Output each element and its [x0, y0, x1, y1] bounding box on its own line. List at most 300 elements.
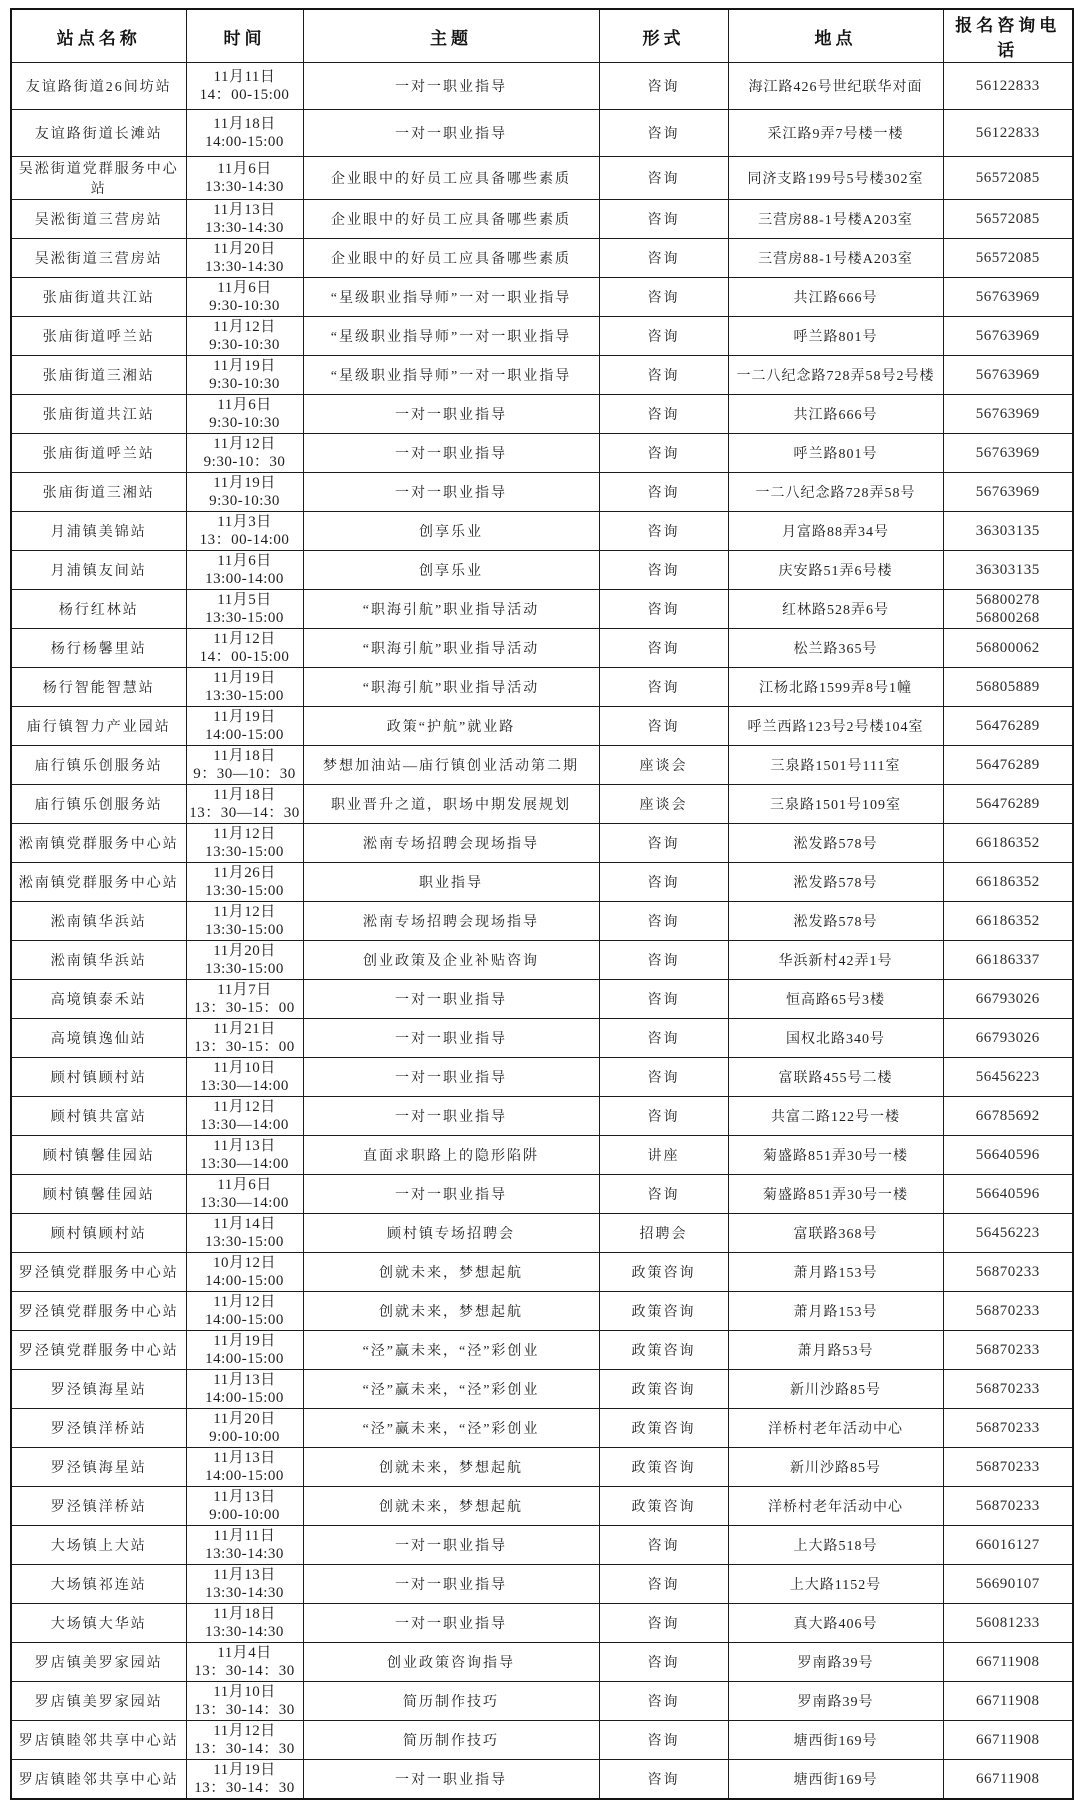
form-cell: 政策咨询: [599, 1292, 728, 1331]
table-row: [11, 1136, 1073, 1175]
topic-cell: 一对一职业指导: [303, 1058, 599, 1097]
location-cell: 淞发路578号: [728, 863, 943, 902]
phone-cell: 56870233: [943, 1370, 1073, 1409]
phone-cell: 36303135: [943, 512, 1073, 551]
topic-cell: 一对一职业指导: [303, 63, 599, 110]
topic-cell: 一对一职业指导: [303, 434, 599, 473]
table-row: [11, 512, 1073, 551]
location-cell: 萧月路153号: [728, 1253, 943, 1292]
topic-cell: 创就未来，梦想起航: [303, 1448, 599, 1487]
topic-cell: 创业政策及企业补贴咨询: [303, 941, 599, 980]
phone-cell: 56476289: [943, 746, 1073, 785]
phone-cell: 66711908: [943, 1643, 1073, 1682]
location-cell: 三泉路1501号109室: [728, 785, 943, 824]
form-cell: 咨询: [599, 1682, 728, 1721]
site-name-cell: 张庙街道呼兰站: [11, 317, 186, 356]
site-name-cell: 顾村镇馨佳园站: [11, 1175, 186, 1214]
table-row: [11, 1370, 1073, 1409]
site-name-cell: 淞南镇党群服务中心站: [11, 824, 186, 863]
location-cell: 采江路9弄7号楼一楼: [728, 110, 943, 157]
table-row: [11, 980, 1073, 1019]
location-cell: 呼兰路801号: [728, 434, 943, 473]
table-row: [11, 1019, 1073, 1058]
job-service-schedule-table: [10, 8, 1074, 1800]
table-row: [11, 1058, 1073, 1097]
table-row: [11, 1292, 1073, 1331]
phone-cell: 56456223: [943, 1058, 1073, 1097]
time-cell: 11月6日 13:30—14:00: [186, 1175, 303, 1214]
phone-cell: 56800278 56800268: [943, 590, 1073, 629]
phone-cell: 56805889: [943, 668, 1073, 707]
table-row: [11, 317, 1073, 356]
topic-cell: 创就未来，梦想起航: [303, 1253, 599, 1292]
site-name-cell: 罗泾镇洋桥站: [11, 1487, 186, 1526]
form-cell: 咨询: [599, 590, 728, 629]
phone-cell: 56640596: [943, 1175, 1073, 1214]
time-cell: 11月19日 13:30-15:00: [186, 668, 303, 707]
topic-cell: 一对一职业指导: [303, 1565, 599, 1604]
form-cell: 咨询: [599, 157, 728, 200]
time-cell: 11月18日 13：30—14：30: [186, 785, 303, 824]
form-cell: 政策咨询: [599, 1370, 728, 1409]
topic-cell: 创业政策咨询指导: [303, 1643, 599, 1682]
topic-cell: “泾”赢未来，“泾”彩创业: [303, 1409, 599, 1448]
location-cell: 淞发路578号: [728, 902, 943, 941]
time-cell: 11月19日 9:30-10:30: [186, 356, 303, 395]
phone-cell: 56763969: [943, 473, 1073, 512]
form-cell: 咨询: [599, 1526, 728, 1565]
phone-cell: 36303135: [943, 551, 1073, 590]
time-cell: 11月19日 9:30-10:30: [186, 473, 303, 512]
phone-cell: 56572085: [943, 239, 1073, 278]
time-cell: 11月5日 13:30-15:00: [186, 590, 303, 629]
location-cell: 上大路1152号: [728, 1565, 943, 1604]
location-cell: 淞发路578号: [728, 824, 943, 863]
site-name-cell: 罗店镇睦邻共享中心站: [11, 1760, 186, 1800]
topic-cell: 一对一职业指导: [303, 395, 599, 434]
table-row: [11, 824, 1073, 863]
table-row: [11, 785, 1073, 824]
location-cell: 真大路406号: [728, 1604, 943, 1643]
site-name-cell: 罗店镇美罗家园站: [11, 1643, 186, 1682]
site-name-cell: 张庙街道三湘站: [11, 356, 186, 395]
time-cell: 11月21日 13：30-15：00: [186, 1019, 303, 1058]
site-name-cell: 吴淞街道三营房站: [11, 239, 186, 278]
table-row: [11, 278, 1073, 317]
form-cell: 咨询: [599, 824, 728, 863]
header-row: [11, 9, 1073, 63]
topic-cell: 职业指导: [303, 863, 599, 902]
location-cell: 三泉路1501号111室: [728, 746, 943, 785]
topic-cell: 简历制作技巧: [303, 1721, 599, 1760]
form-cell: 咨询: [599, 1097, 728, 1136]
form-cell: 招聘会: [599, 1214, 728, 1253]
header-topic: 主题: [303, 9, 599, 63]
phone-cell: 56763969: [943, 395, 1073, 434]
site-name-cell: 月浦镇美锦站: [11, 512, 186, 551]
phone-cell: 56870233: [943, 1409, 1073, 1448]
location-cell: 三营房88-1号楼A203室: [728, 200, 943, 239]
site-name-cell: 罗泾镇党群服务中心站: [11, 1331, 186, 1370]
form-cell: 咨询: [599, 1604, 728, 1643]
location-cell: 新川沙路85号: [728, 1448, 943, 1487]
time-cell: 11月20日 13:30-15:00: [186, 941, 303, 980]
form-cell: 咨询: [599, 473, 728, 512]
time-cell: 11月7日 13：30-15：00: [186, 980, 303, 1019]
table-row: [11, 200, 1073, 239]
form-cell: 咨询: [599, 1565, 728, 1604]
site-name-cell: 罗店镇睦邻共享中心站: [11, 1721, 186, 1760]
form-cell: 咨询: [599, 863, 728, 902]
site-name-cell: 罗泾镇党群服务中心站: [11, 1253, 186, 1292]
location-cell: 国权北路340号: [728, 1019, 943, 1058]
table-row: [11, 1448, 1073, 1487]
time-cell: 11月12日 13：30-14：30: [186, 1721, 303, 1760]
topic-cell: 一对一职业指导: [303, 1526, 599, 1565]
time-cell: 11月26日 13:30-15:00: [186, 863, 303, 902]
location-cell: 萧月路53号: [728, 1331, 943, 1370]
form-cell: 咨询: [599, 63, 728, 110]
form-cell: 咨询: [599, 551, 728, 590]
time-cell: 11月13日 14:00-15:00: [186, 1448, 303, 1487]
time-cell: 11月13日 9:00-10:00: [186, 1487, 303, 1526]
topic-cell: 一对一职业指导: [303, 1097, 599, 1136]
location-cell: 松兰路365号: [728, 629, 943, 668]
topic-cell: “泾”赢未来，“泾”彩创业: [303, 1370, 599, 1409]
time-cell: 11月10日 13：30-14：30: [186, 1682, 303, 1721]
table-row: [11, 1331, 1073, 1370]
form-cell: 咨询: [599, 356, 728, 395]
site-name-cell: 高境镇泰禾站: [11, 980, 186, 1019]
site-name-cell: 大场镇上大站: [11, 1526, 186, 1565]
table-row: [11, 707, 1073, 746]
site-name-cell: 顾村镇顾村站: [11, 1058, 186, 1097]
form-cell: 咨询: [599, 278, 728, 317]
location-cell: 恒高路65号3楼: [728, 980, 943, 1019]
time-cell: 11月6日 9:30-10:30: [186, 395, 303, 434]
table-row: [11, 1409, 1073, 1448]
location-cell: 华浜新村42弄1号: [728, 941, 943, 980]
form-cell: 咨询: [599, 110, 728, 157]
site-name-cell: 淞南镇华浜站: [11, 902, 186, 941]
time-cell: 11月18日 14:00-15:00: [186, 110, 303, 157]
topic-cell: 一对一职业指导: [303, 980, 599, 1019]
form-cell: 咨询: [599, 668, 728, 707]
time-cell: 11月13日 13:30—14:00: [186, 1136, 303, 1175]
form-cell: 政策咨询: [599, 1409, 728, 1448]
table-row: [11, 157, 1073, 200]
site-name-cell: 友谊路街道长滩站: [11, 110, 186, 157]
time-cell: 11月19日 13：30-14：30: [186, 1760, 303, 1800]
topic-cell: 一对一职业指导: [303, 110, 599, 157]
form-cell: 咨询: [599, 317, 728, 356]
table-row: [11, 434, 1073, 473]
form-cell: 咨询: [599, 1175, 728, 1214]
site-name-cell: 罗泾镇海星站: [11, 1370, 186, 1409]
phone-cell: 56122833: [943, 63, 1073, 110]
table-row: [11, 1214, 1073, 1253]
time-cell: 11月19日 14:00-15:00: [186, 1331, 303, 1370]
header-site-name: 站点名称: [11, 9, 186, 63]
table-row: [11, 746, 1073, 785]
topic-cell: “职海引航”职业指导活动: [303, 629, 599, 668]
site-name-cell: 友谊路街道26间坊站: [11, 63, 186, 110]
site-name-cell: 大场镇祁连站: [11, 1565, 186, 1604]
location-cell: 一二八纪念路728弄58号: [728, 473, 943, 512]
topic-cell: “星级职业指导师”一对一职业指导: [303, 317, 599, 356]
table-row: [11, 1487, 1073, 1526]
time-cell: 11月12日 14：00-15:00: [186, 629, 303, 668]
time-cell: 11月11日 13:30-14:30: [186, 1526, 303, 1565]
table-row: [11, 395, 1073, 434]
phone-cell: 56870233: [943, 1448, 1073, 1487]
phone-cell: 56800062: [943, 629, 1073, 668]
phone-cell: 56870233: [943, 1331, 1073, 1370]
phone-cell: 56122833: [943, 110, 1073, 157]
form-cell: 咨询: [599, 1019, 728, 1058]
form-cell: 咨询: [599, 1760, 728, 1800]
form-cell: 咨询: [599, 200, 728, 239]
site-name-cell: 淞南镇华浜站: [11, 941, 186, 980]
table-row: [11, 902, 1073, 941]
location-cell: 洋桥村老年活动中心: [728, 1409, 943, 1448]
location-cell: 菊盛路851弄30号一楼: [728, 1136, 943, 1175]
location-cell: 塘西街169号: [728, 1721, 943, 1760]
location-cell: 呼兰西路123号2号楼104室: [728, 707, 943, 746]
topic-cell: 企业眼中的好员工应具备哪些素质: [303, 157, 599, 200]
table-row: [11, 551, 1073, 590]
table-row: [11, 1682, 1073, 1721]
table-row: [11, 63, 1073, 110]
form-cell: 咨询: [599, 629, 728, 668]
site-name-cell: 张庙街道呼兰站: [11, 434, 186, 473]
site-name-cell: 罗泾镇海星站: [11, 1448, 186, 1487]
form-cell: 政策咨询: [599, 1331, 728, 1370]
time-cell: 11月6日 9:30-10:30: [186, 278, 303, 317]
time-cell: 11月20日 13:30-14:30: [186, 239, 303, 278]
form-cell: 咨询: [599, 1721, 728, 1760]
form-cell: 咨询: [599, 395, 728, 434]
phone-cell: 66793026: [943, 1019, 1073, 1058]
time-cell: 11月6日 13:00-14:00: [186, 551, 303, 590]
location-cell: 共江路666号: [728, 395, 943, 434]
topic-cell: 职业晋升之道，职场中期发展规划: [303, 785, 599, 824]
topic-cell: 简历制作技巧: [303, 1682, 599, 1721]
location-cell: 罗南路39号: [728, 1682, 943, 1721]
location-cell: 富联路455号二楼: [728, 1058, 943, 1097]
phone-cell: 66711908: [943, 1760, 1073, 1800]
table-row: [11, 668, 1073, 707]
site-name-cell: 张庙街道共江站: [11, 395, 186, 434]
location-cell: 江杨北路1599弄8号1幢: [728, 668, 943, 707]
topic-cell: 顾村镇专场招聘会: [303, 1214, 599, 1253]
table-header: [11, 9, 1073, 63]
location-cell: 富联路368号: [728, 1214, 943, 1253]
location-cell: 罗南路39号: [728, 1643, 943, 1682]
table-row: [11, 1565, 1073, 1604]
topic-cell: 一对一职业指导: [303, 1760, 599, 1800]
site-name-cell: 淞南镇党群服务中心站: [11, 863, 186, 902]
form-cell: 座谈会: [599, 746, 728, 785]
topic-cell: 淞南专场招聘会现场指导: [303, 902, 599, 941]
location-cell: 月富路88弄34号: [728, 512, 943, 551]
time-cell: 11月10日 13:30—14:00: [186, 1058, 303, 1097]
topic-cell: “泾”赢未来，“泾”彩创业: [303, 1331, 599, 1370]
phone-cell: 56763969: [943, 317, 1073, 356]
table-row: [11, 356, 1073, 395]
header-location: 地点: [728, 9, 943, 63]
table-row: [11, 1526, 1073, 1565]
topic-cell: 一对一职业指导: [303, 1019, 599, 1058]
table-row: [11, 1604, 1073, 1643]
form-cell: 咨询: [599, 707, 728, 746]
form-cell: 咨询: [599, 239, 728, 278]
phone-cell: 66016127: [943, 1526, 1073, 1565]
site-name-cell: 顾村镇顾村站: [11, 1214, 186, 1253]
location-cell: 红林路528弄6号: [728, 590, 943, 629]
phone-cell: 56870233: [943, 1487, 1073, 1526]
table-row: [11, 941, 1073, 980]
time-cell: 11月4日 13：30-14：30: [186, 1643, 303, 1682]
table-row: [11, 110, 1073, 157]
topic-cell: “职海引航”职业指导活动: [303, 590, 599, 629]
time-cell: 11月11日 14：00-15:00: [186, 63, 303, 110]
site-name-cell: 罗店镇美罗家园站: [11, 1682, 186, 1721]
location-cell: 塘西街169号: [728, 1760, 943, 1800]
time-cell: 11月14日 13:30-15:00: [186, 1214, 303, 1253]
topic-cell: 一对一职业指导: [303, 1604, 599, 1643]
table-row: [11, 1097, 1073, 1136]
form-cell: 讲座: [599, 1136, 728, 1175]
time-cell: 11月12日 13:30—14:00: [186, 1097, 303, 1136]
time-cell: 11月3日 13：00-14:00: [186, 512, 303, 551]
location-cell: 庆安路51弄6号楼: [728, 551, 943, 590]
site-name-cell: 张庙街道三湘站: [11, 473, 186, 512]
phone-cell: 56763969: [943, 278, 1073, 317]
topic-cell: 政策“护航”就业路: [303, 707, 599, 746]
table-row: [11, 239, 1073, 278]
phone-cell: 66186337: [943, 941, 1073, 980]
form-cell: 政策咨询: [599, 1487, 728, 1526]
site-name-cell: 顾村镇共富站: [11, 1097, 186, 1136]
topic-cell: 淞南专场招聘会现场指导: [303, 824, 599, 863]
location-cell: 同济支路199号5号楼302室: [728, 157, 943, 200]
time-cell: 11月19日 14:00-15:00: [186, 707, 303, 746]
site-name-cell: 罗泾镇党群服务中心站: [11, 1292, 186, 1331]
site-name-cell: 顾村镇馨佳园站: [11, 1136, 186, 1175]
table-row: [11, 863, 1073, 902]
topic-cell: 梦想加油站—庙行镇创业活动第二期: [303, 746, 599, 785]
phone-cell: 56456223: [943, 1214, 1073, 1253]
form-cell: 咨询: [599, 1058, 728, 1097]
time-cell: 11月12日 13:30-15:00: [186, 824, 303, 863]
schedule-table-body: [11, 63, 1073, 1800]
topic-cell: 企业眼中的好员工应具备哪些素质: [303, 239, 599, 278]
time-cell: 11月13日 13:30-14:30: [186, 1565, 303, 1604]
form-cell: 政策咨询: [599, 1253, 728, 1292]
location-cell: 新川沙路85号: [728, 1370, 943, 1409]
location-cell: 菊盛路851弄30号一楼: [728, 1175, 943, 1214]
time-cell: 11月13日 14:00-15:00: [186, 1370, 303, 1409]
site-name-cell: 杨行智能智慧站: [11, 668, 186, 707]
phone-cell: 56572085: [943, 157, 1073, 200]
site-name-cell: 月浦镇友间站: [11, 551, 186, 590]
site-name-cell: 庙行镇乐创服务站: [11, 785, 186, 824]
phone-cell: 66793026: [943, 980, 1073, 1019]
topic-cell: 一对一职业指导: [303, 1175, 599, 1214]
site-name-cell: 高境镇逸仙站: [11, 1019, 186, 1058]
topic-cell: 企业眼中的好员工应具备哪些素质: [303, 200, 599, 239]
table-row: [11, 1721, 1073, 1760]
form-cell: 咨询: [599, 980, 728, 1019]
time-cell: 11月18日 9：30—10：30: [186, 746, 303, 785]
phone-cell: 56640596: [943, 1136, 1073, 1175]
location-cell: 洋桥村老年活动中心: [728, 1487, 943, 1526]
phone-cell: 66785692: [943, 1097, 1073, 1136]
form-cell: 咨询: [599, 1643, 728, 1682]
location-cell: 呼兰路801号: [728, 317, 943, 356]
table-row: [11, 1643, 1073, 1682]
location-cell: 海江路426号世纪联华对面: [728, 63, 943, 110]
phone-cell: 56476289: [943, 785, 1073, 824]
location-cell: 共江路666号: [728, 278, 943, 317]
site-name-cell: 杨行杨馨里站: [11, 629, 186, 668]
location-cell: 上大路518号: [728, 1526, 943, 1565]
table-row: [11, 1175, 1073, 1214]
time-cell: 11月12日 9:30-10：30: [186, 434, 303, 473]
site-name-cell: 张庙街道共江站: [11, 278, 186, 317]
phone-cell: 56081233: [943, 1604, 1073, 1643]
topic-cell: “职海引航”职业指导活动: [303, 668, 599, 707]
site-name-cell: 庙行镇智力产业园站: [11, 707, 186, 746]
header-phone: 报名咨询电话: [943, 9, 1073, 63]
form-cell: 咨询: [599, 941, 728, 980]
table-row: [11, 629, 1073, 668]
phone-cell: 56690107: [943, 1565, 1073, 1604]
header-time: 时间: [186, 9, 303, 63]
location-cell: 一二八纪念路728弄58号2号楼: [728, 356, 943, 395]
phone-cell: 56763969: [943, 434, 1073, 473]
topic-cell: 直面求职路上的隐形陷阱: [303, 1136, 599, 1175]
time-cell: 11月6日 13:30-14:30: [186, 157, 303, 200]
phone-cell: 56476289: [943, 707, 1073, 746]
form-cell: 咨询: [599, 434, 728, 473]
site-name-cell: 大场镇大华站: [11, 1604, 186, 1643]
site-name-cell: 吴淞街道三营房站: [11, 200, 186, 239]
time-cell: 11月12日 14:00-15:00: [186, 1292, 303, 1331]
topic-cell: 创享乐业: [303, 512, 599, 551]
phone-cell: 56572085: [943, 200, 1073, 239]
phone-cell: 66186352: [943, 902, 1073, 941]
time-cell: 10月12日 14:00-15:00: [186, 1253, 303, 1292]
table-row: [11, 1253, 1073, 1292]
phone-cell: 56870233: [943, 1253, 1073, 1292]
topic-cell: 创就未来，梦想起航: [303, 1292, 599, 1331]
topic-cell: 创享乐业: [303, 551, 599, 590]
time-cell: 11月12日 13:30-15:00: [186, 902, 303, 941]
form-cell: 政策咨询: [599, 1448, 728, 1487]
phone-cell: 66186352: [943, 824, 1073, 863]
topic-cell: “星级职业指导师”一对一职业指导: [303, 278, 599, 317]
table-row: [11, 1760, 1073, 1800]
location-cell: 三营房88-1号楼A203室: [728, 239, 943, 278]
phone-cell: 66711908: [943, 1721, 1073, 1760]
header-form: 形式: [599, 9, 728, 63]
time-cell: 11月13日 13:30-14:30: [186, 200, 303, 239]
phone-cell: 56763969: [943, 356, 1073, 395]
table-row: [11, 590, 1073, 629]
phone-cell: 66711908: [943, 1682, 1073, 1721]
